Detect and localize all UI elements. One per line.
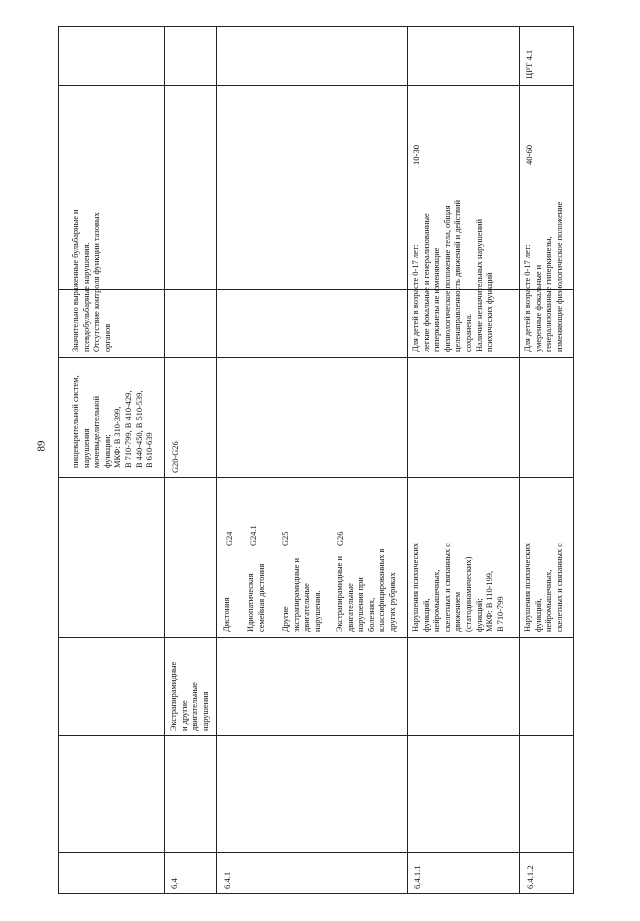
disorder-line: функций; <box>474 598 484 632</box>
disorder-line: скелетных и связанных с <box>554 543 564 632</box>
disease-name-line: других рубриках <box>387 572 397 632</box>
icd-code <box>336 486 347 546</box>
cont-disorder-line: мочевыделительной <box>92 396 102 468</box>
icd-code-cell <box>171 363 182 473</box>
syndrome-line: и другие <box>179 700 189 731</box>
percent-cell <box>524 115 535 165</box>
disease-name-line: Дистония <box>222 597 231 632</box>
cont-criteria-cell <box>71 122 113 352</box>
criteria-line: Для детей в возрасте 0-17 лет: <box>411 244 420 352</box>
disorder-line: B 710-799 <box>495 596 505 632</box>
icd-code-text: G26 <box>336 531 345 546</box>
disease-name-line: Другие <box>281 606 290 632</box>
percent-value: 10-30 <box>411 144 421 165</box>
disease-name-line: болезнях, <box>366 597 376 632</box>
column-border <box>59 637 573 638</box>
syndrome-line: нарушения <box>200 691 210 731</box>
icd-code: G20-G26 <box>171 441 180 473</box>
row-number <box>222 849 233 889</box>
disorder-line: Нарушения психических <box>411 542 420 632</box>
criteria-line: физиологическое положение тела, общая <box>442 205 452 352</box>
cont-criteria-line: Отсутствие контроля функции тазовых <box>92 212 102 352</box>
disorder-line: нейромышечных, <box>432 569 442 632</box>
row-border <box>164 27 165 893</box>
disease-name-line: экстрапирамидные и <box>291 557 301 632</box>
cont-criteria-line: Значительно выраженные бульбарные и <box>71 209 80 352</box>
icd-code <box>281 486 292 546</box>
icd-code-text: G25 <box>281 531 290 546</box>
row-border <box>519 27 520 893</box>
criteria-line: Для детей в возрасте 0-17 лет: <box>523 244 532 352</box>
criteria-line: психических функций <box>485 272 495 352</box>
cont-disorder-line: функции; <box>102 434 112 468</box>
column-border <box>59 85 573 86</box>
cont-disorder-line: B 710-799, B 410-429, <box>123 390 133 468</box>
percent-value: 40-60 <box>524 144 534 165</box>
row-number-text: 6.4 <box>169 878 179 889</box>
criteria-line: сохранена. <box>463 313 473 352</box>
cont-disorder-line: B 610-639 <box>145 432 155 468</box>
criteria-cell <box>411 122 496 352</box>
column-border <box>59 477 573 478</box>
disease-name-line: двигательные <box>302 583 312 632</box>
row-border <box>216 27 217 893</box>
cont-disorder-line: МКФ: B 310-399, <box>113 406 123 468</box>
criteria-line: Наличие незначительных нарушений <box>474 218 484 352</box>
note-value: ЦРТ 4.1 <box>524 49 534 79</box>
row-number-text: 6.4.1.2 <box>525 865 535 889</box>
disease-name-line: семейная дистония <box>256 563 266 632</box>
criteria-line: легкие фокальные и генерализованные <box>421 213 431 352</box>
disorder-cell <box>523 482 565 632</box>
disease-name-line: нарушения. <box>312 590 322 632</box>
column-border <box>59 289 573 290</box>
cont-criteria-line: органов <box>102 323 112 352</box>
disease-name-line: Экстрапирамидные и <box>335 556 344 632</box>
row-number <box>169 849 180 889</box>
disorder-line: функций, <box>533 598 543 632</box>
criteria-line: генерализованные гиперкинезы, <box>544 236 554 352</box>
icd-code-text: G24.1 <box>249 525 258 546</box>
column-border <box>59 735 573 736</box>
disorder-line: нейромышечных, <box>544 569 554 632</box>
syndrome-line: Экстрапирамидные <box>169 661 178 731</box>
cont-disorder-line: нарушения <box>81 428 91 468</box>
percent-cell <box>411 115 422 165</box>
disorder-cell <box>411 482 506 632</box>
icd-code <box>249 486 260 546</box>
criteria-line: целенаправленность движений и действий <box>453 200 463 352</box>
criteria-line: умеренные фокальные и <box>533 264 543 352</box>
document-table <box>58 26 574 894</box>
cont-criteria-line: псевдобульбарные нарушения. <box>81 242 91 352</box>
disease-name-line: двигательные <box>345 583 355 632</box>
row-number-text: 6.4.1 <box>222 871 232 889</box>
row-border <box>407 27 408 893</box>
icd-code <box>225 486 236 546</box>
disorder-line: МКФ: B 110-199, <box>485 570 495 632</box>
disease-name <box>222 572 233 632</box>
disease-name-line: классифицированных в <box>377 548 387 632</box>
disease-name-line: Идиопатическая <box>246 573 255 632</box>
cont-disorder-line: пищеварительной систем, <box>71 375 80 468</box>
icd-code-text: G24 <box>225 531 234 546</box>
disease-name-line: нарушения при <box>356 577 366 632</box>
disorder-line: (статодинамических) <box>463 556 473 632</box>
criteria-line: изменяющие физиологическое положение <box>554 201 564 352</box>
syndrome-cell <box>169 621 211 731</box>
disorder-line: скелетных и связанных с <box>442 543 452 632</box>
disorder-line: Нарушения психических <box>523 542 532 632</box>
disorder-line: движением <box>453 591 463 632</box>
syndrome-line: двигательные <box>190 682 200 731</box>
page-number: 89 <box>35 440 48 452</box>
row-number <box>412 849 423 889</box>
column-border <box>59 852 573 853</box>
disorder-line: функций, <box>421 598 431 632</box>
criteria-line: гиперкинезы не изменяющие <box>432 247 442 352</box>
row-number-text: 6.4.1.1 <box>412 865 422 889</box>
cont-disorder-line: B 440-450, B 510-539, <box>134 390 144 468</box>
row-number <box>525 849 536 889</box>
note-cell <box>524 29 535 79</box>
